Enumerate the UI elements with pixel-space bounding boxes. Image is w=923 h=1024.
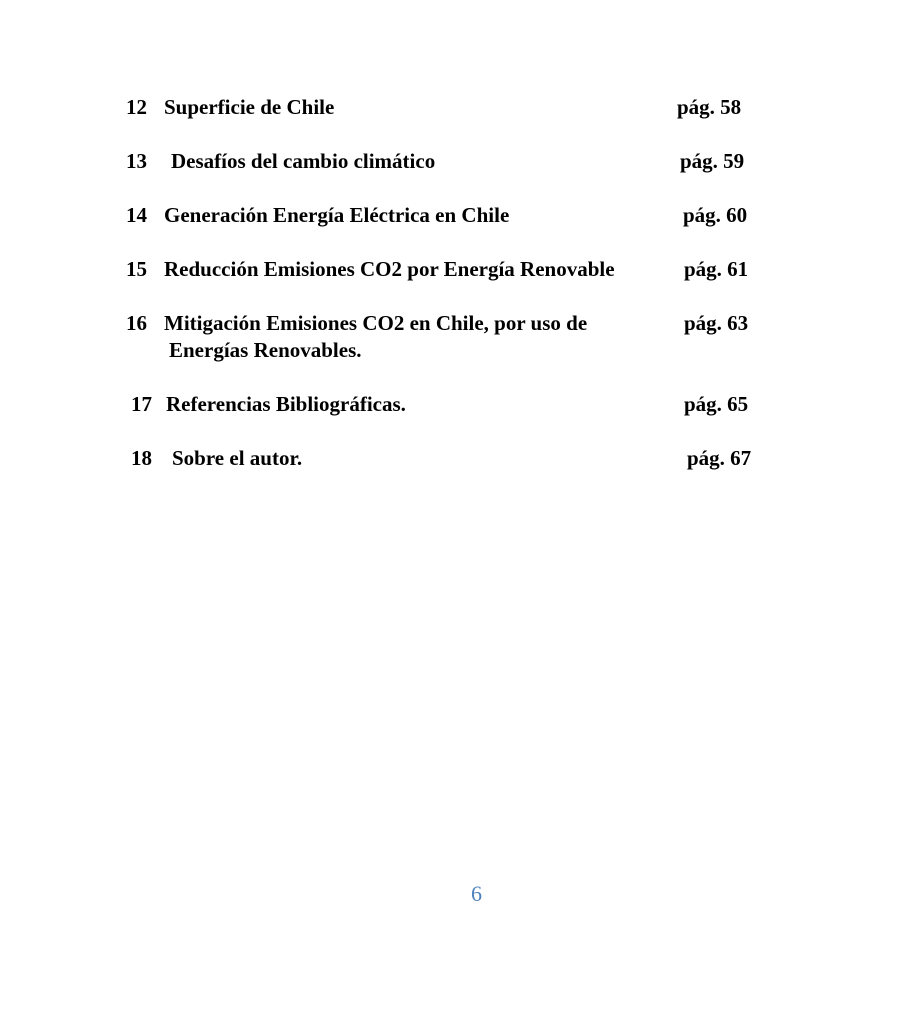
page-number: 6 <box>471 881 482 906</box>
toc-entry-title: Generación Energía Eléctrica en Chile <box>164 203 510 227</box>
toc-entry-title: Desafíos del cambio climático <box>171 149 436 173</box>
toc-entry-page: pág. 59 <box>680 149 745 173</box>
toc-entry-title: Superficie de Chile <box>164 95 335 119</box>
toc-entry-page: pág. 60 <box>683 203 748 227</box>
toc-entry-page: pág. 65 <box>684 392 749 416</box>
toc-entry-title: Reducción Emisiones CO2 por Energía Renovable <box>164 257 615 281</box>
toc-entry-title: Referencias Bibliográficas. <box>166 392 406 416</box>
toc-entry-title: Sobre el autor. <box>172 446 303 470</box>
toc-entry-page: pág. 67 <box>687 446 752 470</box>
toc-entry-page: pág. 63 <box>684 311 749 335</box>
toc-entry-page: pág. 61 <box>684 257 749 281</box>
toc-entry-number: 12 <box>126 95 147 119</box>
toc-entry-title: Mitigación Emisiones CO2 en Chile, por uso de <box>164 311 588 335</box>
toc-entry-number: 18 <box>131 446 152 470</box>
toc-entry-number: 13 <box>126 149 147 173</box>
toc-entry-number: 16 <box>126 311 147 335</box>
toc-entry-number: 15 <box>126 257 147 281</box>
toc-entry-page: pág. 58 <box>677 95 742 119</box>
toc-entry-title-continuation: Energías Renovables. <box>169 338 362 362</box>
toc-entry-number: 17 <box>131 392 152 416</box>
toc-entry-number: 14 <box>126 203 147 227</box>
